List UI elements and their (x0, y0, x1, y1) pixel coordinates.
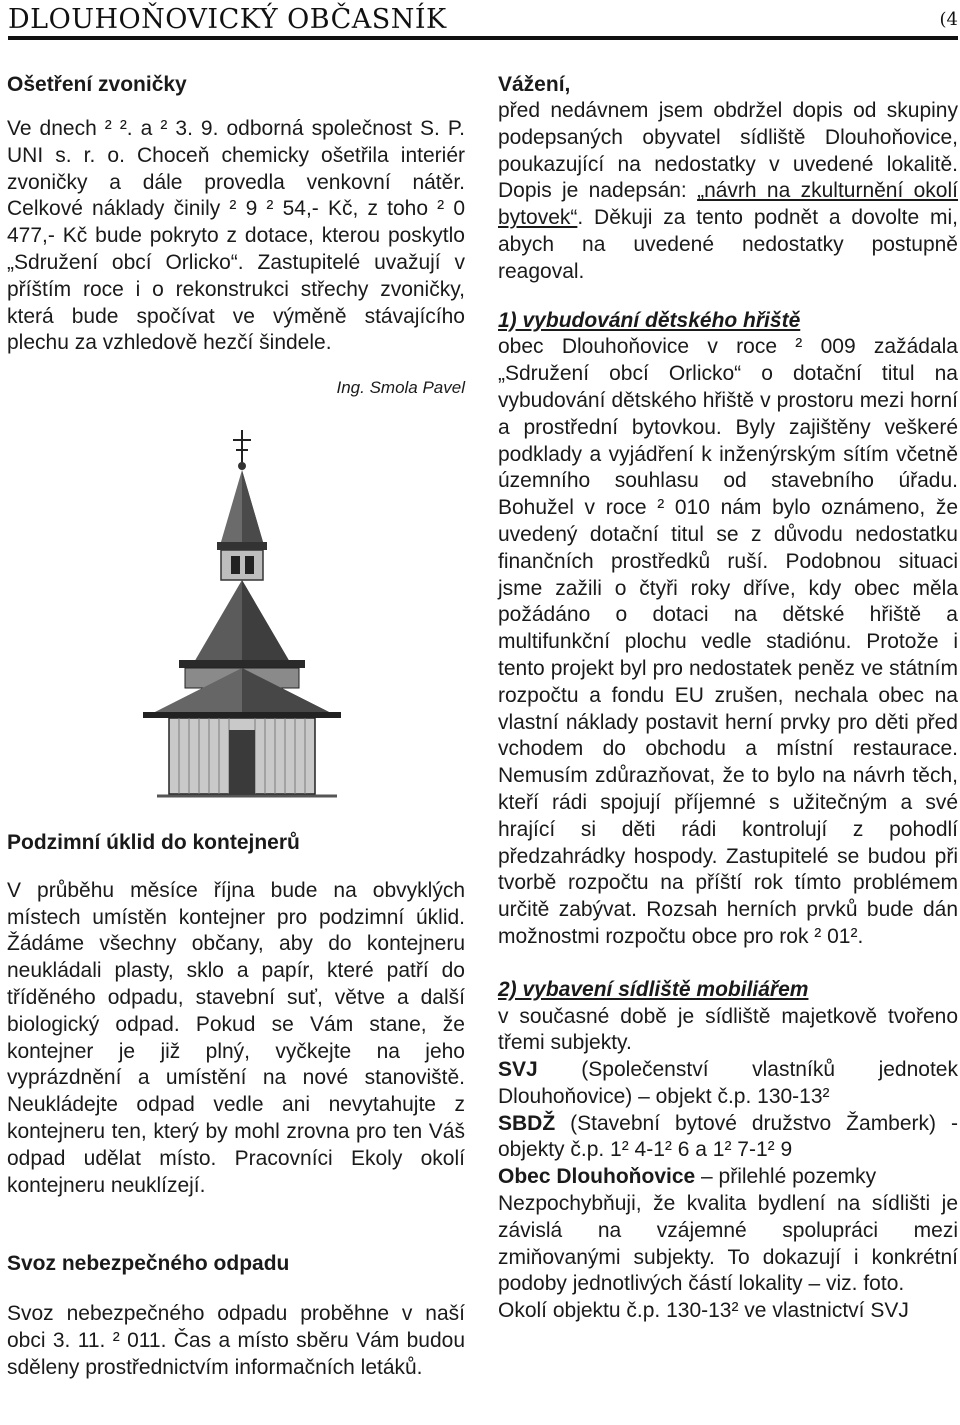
petition-title: „návrh na zkulturnění okolí bytovek“ (498, 179, 958, 230)
sbdz-abbr: SBDŽ (498, 1111, 556, 1135)
item1-text: obec Dlouhoňovice v roce ² 009 zažádala „Sdružení obcí Orlicko“ o dotační titul na vybudování dětského hřiště v prostoru mezi horní a prostřední bytovkou. Byly zajištěny veškeré podklady a vyjádření k inženýrským sítím včetně územního souhlasu od stavebního úřadu. Bohužel v roce ² 010 nám bylo oznámeno, že uvedený dotační titul se z důvodu nedostatku finančních prostředků ruší. Podobnou situaci jsme zažili o čtyři roky dříve, kdy obec měla požádáno o dotaci na dětské hřiště a multifunkční plochu vedle stadiónu. Protože i tento projekt byl pro nedostatek peněz ve státním rozpočtu a fondu EU zrušen, nechala obec na vlastní náklady postavit herní prvky pro děti před vchodem do obchodu a místní restaurace. Nemusím zdůrazňovat, že to bylo na návrh těch, kteří rádi spojují příjemné s užitečným a své hrající si děti rádi kontrolují z pohodlí předzahrádky hospody. Zastupitelé se budou při tvorbě rozpočtu na příští rok tímto problémem určitě zabývat. Rozsah herních prvků bude dán možnostmi rozpočtu obce pro rok ² 01². (498, 335, 958, 948)
page-header (0, 0, 960, 42)
item1-heading-text: 1) vybudování dětského hřiště (498, 308, 801, 332)
bell-treatment-text: Ve dnech ² ². a ² 3. 9. odborná společnost S. P. UNI s. r. o. Choceň chemicky ošetřila interiér zvoničky a dále provedla venkovní nátěr. Celkové náklady činily ² 9 ² 54,- Kč, z toho ² 0 477,- Kč bude pokryto z dotace, kterou poskytlo „Sdružení obcí Orlicko“. Zastupitelé uvažují v příštím roce i o rekonstrukci střechy zvoničky, která bude spočívat ve výměně stávajícího plechu za vzhledově hezčí šindele. (7, 117, 465, 355)
item1-heading (498, 308, 958, 335)
left-column (7, 72, 465, 1382)
letter-greeting: Vážení, (498, 73, 571, 96)
item2-intro: v současné době je sídliště majetkově tvořeno třemi subjekty. (498, 1004, 958, 1055)
letter-intro (498, 98, 958, 286)
svj-text: (Společenství vlastníků jednotek Dlouhoňovice) – objekt č.p. 130-13² (498, 1058, 958, 1108)
header-rule (8, 36, 958, 40)
photo-caption-line: Okolí objektu č.p. 130-13² ve vlastnictví SVJ (498, 1299, 909, 1323)
sbdz-entry (498, 1111, 958, 1165)
item2-heading (498, 977, 958, 1004)
autumn-cleanup-text: V průběhu měsíce října bude na obvyklých místech umístěn kontejner pro podzimní úklid. Žádáme všechny občany, aby do kontejneru neukládali plasty, sklo a papír, které patří do tříděného odpadu, stavební suť, větve a další biologický odpad. Pokud se Vám stane, že kontejner je již plný, vyčkejte na jeho vyprázdnění a umístění na nové stanoviště. Neukládejte odpad vedle ani nevytahujte z kontejneru ten, který by mohl zrovna pro ten Váš odpad udělat místo. Pracovníci Ekoly okolí kontejneru neuklízejí. (7, 878, 465, 1197)
conclusion-text: Nezpochybňuji, že kvalita bydlení na sídlišti je závislá na vzájemné spolupráci mezi zmiňovanými subjekty. To dokazují i konkrétní podoby jednotlivých částí lokality – viz. foto. (498, 1192, 958, 1296)
sbdz-text: (Stavební bytové družstvo Žamberk) - objekty č.p. 1² 4-1² 6 a 1² 7-1² 9 (498, 1111, 958, 1162)
intro-text-b: . Děkuji za tento podnět a dovolte mi, abych na uvedené nedostatky postupně reagoval. (498, 206, 958, 283)
author-signature: Ing. Smola Pavel (336, 378, 465, 398)
masthead-title: DLOUHOŇOVICKÝ OBČASNÍK (8, 4, 447, 35)
bell-tower-illustration (137, 424, 467, 804)
right-column (498, 72, 958, 1325)
obec-entry (498, 1164, 958, 1191)
obec-text: – přilehlé pozemky (695, 1165, 877, 1189)
intro-text-a: před nedávnem jsem obdržel dopis od skupiny podepsaných obyvatel sídliště Dlouhoňovice, poukazující na nedostatky v uvedené lokalitě. Dopis je nadepsán: (498, 99, 958, 203)
section-title-bell-treatment: Ošetření zvoničky (7, 73, 187, 96)
page-number: (4 (939, 9, 958, 30)
section-title-autumn-cleanup: Podzimní úklid do kontejnerů (7, 830, 300, 854)
section-title-hazardous-waste: Svoz nebezpečného odpadu (7, 1252, 290, 1276)
obec-name: Obec Dlouhoňovice (498, 1165, 696, 1189)
svj-abbr: SVJ (498, 1058, 538, 1082)
item2-heading-text: 2) vybavení sídliště mobiliářem (498, 977, 809, 1001)
hazardous-waste-text: Svoz nebezpečného odpadu proběhne v naší obci 3. 11. ² 011. Čas a místo sběru Vám budou sděleny prostřednictvím informačních letáků. (7, 1302, 465, 1379)
svj-entry (498, 1057, 958, 1111)
